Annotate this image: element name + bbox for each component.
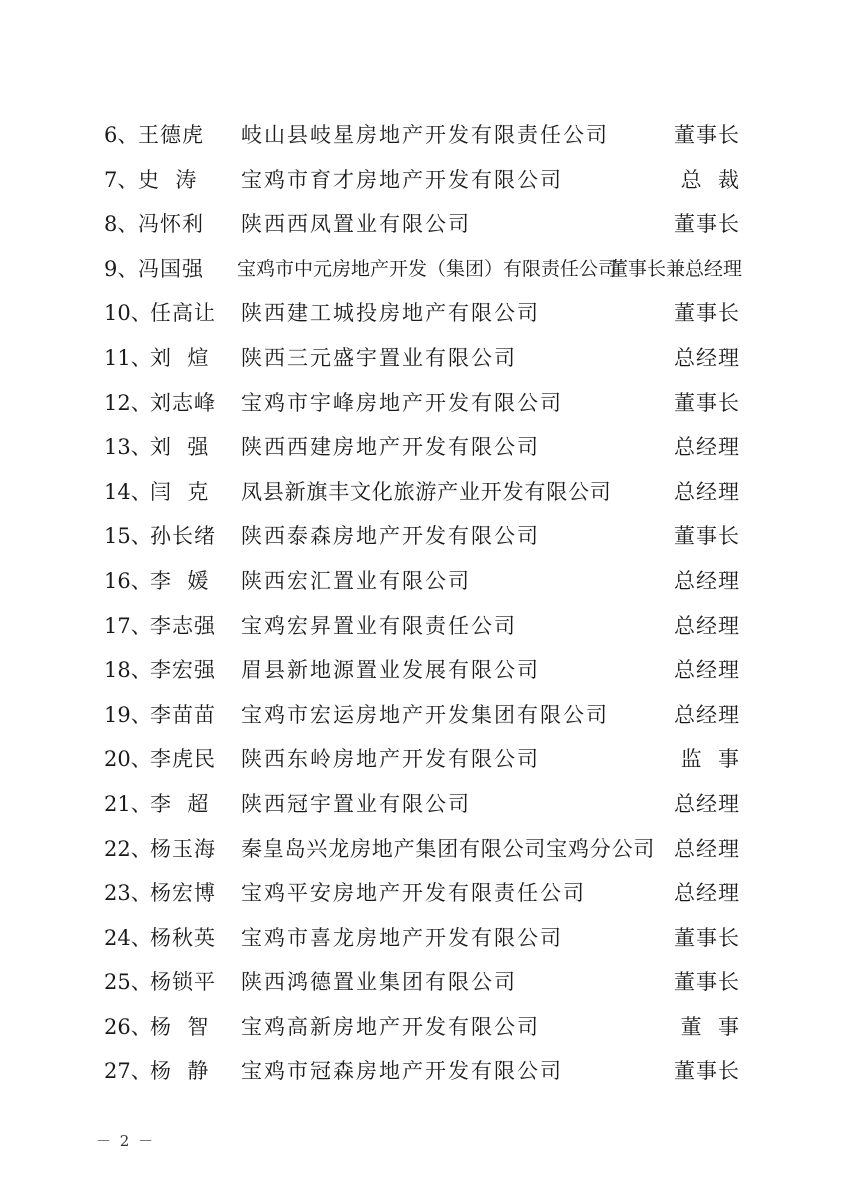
person-name: 杨秋英	[150, 925, 216, 950]
job-title: 总经理	[674, 836, 740, 861]
job-title: 董事长	[674, 123, 740, 147]
job-title: 董事长	[674, 970, 740, 995]
item-number: 7、	[104, 167, 139, 192]
item-number: 21、	[104, 791, 152, 816]
job-title: 董 事	[680, 1014, 740, 1039]
list-item	[104, 1008, 744, 1053]
person-name: 李宏强	[150, 658, 216, 683]
person-name: 刘志峰	[150, 390, 216, 415]
list-item	[104, 116, 744, 161]
list-item	[104, 785, 744, 830]
list-item	[104, 919, 744, 964]
person-name: 杨 静	[150, 1059, 210, 1084]
company-name: 宝鸡高新房地产开发有限公司	[241, 1014, 540, 1039]
list-item	[104, 384, 744, 429]
person-name: 李 超	[150, 791, 210, 816]
member-roster	[104, 116, 744, 1097]
list-item	[104, 740, 744, 785]
list-item	[104, 250, 744, 295]
company-name: 陕西西建房地产开发有限公司	[241, 435, 540, 460]
person-name: 任高让	[150, 301, 216, 326]
item-number: 17、	[104, 613, 152, 638]
item-number: 25、	[104, 970, 152, 995]
item-number: 16、	[104, 568, 152, 593]
item-number: 19、	[104, 702, 152, 727]
person-name: 李 媛	[150, 568, 210, 593]
job-title: 总经理	[674, 345, 740, 370]
list-item	[104, 428, 744, 473]
job-title: 董事长	[674, 524, 740, 549]
company-name: 眉县新地源置业发展有限公司	[241, 658, 540, 683]
company-name: 宝鸡市喜龙房地产开发有限公司	[241, 925, 563, 950]
job-title: 董事长	[674, 212, 740, 237]
list-item	[104, 607, 744, 652]
company-name: 岐山县岐星房地产开发有限责任公司	[241, 123, 609, 147]
item-number: 23、	[104, 881, 152, 906]
company-name: 陕西泰森房地产开发有限公司	[241, 524, 540, 549]
person-name: 史 涛	[138, 167, 198, 192]
person-name: 杨锁平	[150, 970, 216, 995]
list-item	[104, 517, 744, 562]
person-name: 杨宏博	[150, 881, 216, 906]
list-item	[104, 294, 744, 339]
list-item	[104, 161, 744, 206]
item-number: 13、	[104, 435, 152, 460]
item-number: 20、	[104, 747, 152, 772]
list-item	[104, 830, 744, 875]
person-name: 李苗苗	[150, 702, 216, 727]
list-item	[104, 696, 744, 741]
item-number: 11、	[104, 345, 152, 370]
company-name: 秦皇岛兴龙房地产集团有限公司宝鸡分公司	[241, 836, 656, 861]
list-item	[104, 651, 744, 696]
item-number: 14、	[104, 479, 152, 504]
list-item	[104, 874, 744, 919]
item-number: 9、	[104, 256, 139, 281]
company-name: 宝鸡市宏运房地产开发集团有限公司	[241, 702, 609, 727]
job-title: 总经理	[674, 658, 740, 683]
person-name: 李虎民	[150, 747, 216, 772]
item-number: 18、	[104, 658, 152, 683]
job-title: 总经理	[674, 881, 740, 906]
person-name: 闫 克	[150, 479, 210, 504]
page-number: － 2 －	[96, 1132, 156, 1150]
item-number: 8、	[104, 212, 139, 237]
job-title: 董事长	[674, 390, 740, 415]
item-number: 24、	[104, 925, 152, 950]
list-item	[104, 205, 744, 250]
job-title: 总经理	[674, 435, 740, 460]
company-name: 凤县新旗丰文化旅游产业开发有限公司	[241, 479, 612, 504]
item-number: 12、	[104, 390, 152, 415]
job-title: 董事长	[674, 301, 740, 326]
item-number: 26、	[104, 1014, 152, 1039]
item-number: 6、	[104, 123, 139, 147]
company-name: 宝鸡市冠森房地产开发有限公司	[241, 1059, 563, 1084]
company-name: 陕西三元盛宇置业有限公司	[241, 345, 517, 370]
company-name: 陕西冠宇置业有限公司	[241, 791, 471, 816]
company-name: 宝鸡市育才房地产开发有限公司	[241, 167, 563, 192]
person-name: 李志强	[150, 613, 216, 638]
list-item	[104, 562, 744, 607]
company-name: 陕西东岭房地产开发有限公司	[241, 747, 540, 772]
person-name: 孙长绪	[150, 524, 216, 549]
item-number: 15、	[104, 524, 152, 549]
person-name: 冯国强	[138, 256, 204, 281]
person-name: 杨玉海	[150, 836, 216, 861]
person-name: 冯怀利	[138, 212, 204, 237]
job-title: 总 裁	[680, 167, 740, 192]
company-name: 陕西鸿德置业集团有限公司	[241, 970, 517, 995]
company-name: 宝鸡宏昇置业有限责任公司	[241, 613, 517, 638]
item-number: 22、	[104, 836, 152, 861]
company-name: 宝鸡市宇峰房地产开发有限公司	[241, 390, 563, 415]
job-title: 监 事	[680, 747, 740, 772]
company-name: 陕西建工城投房地产有限公司	[241, 301, 540, 326]
list-item	[104, 1052, 744, 1097]
list-item	[104, 473, 744, 518]
company-name: 陕西西凤置业有限公司	[241, 212, 471, 237]
job-title: 总经理	[674, 791, 740, 816]
person-name: 刘 煊	[150, 345, 210, 370]
job-title: 董事长兼总经理	[608, 257, 742, 280]
item-number: 10、	[104, 301, 152, 326]
person-name: 刘 强	[150, 435, 210, 460]
job-title: 总经理	[674, 568, 740, 593]
item-number: 27、	[104, 1059, 152, 1084]
job-title: 总经理	[674, 613, 740, 638]
company-name: 宝鸡平安房地产开发有限责任公司	[241, 881, 586, 906]
company-name: 陕西宏汇置业有限公司	[241, 568, 471, 593]
company-name: 宝鸡市中元房地产开发（集团）有限责任公司	[237, 257, 618, 280]
person-name: 杨 智	[150, 1014, 210, 1039]
job-title: 董事长	[674, 925, 740, 950]
job-title: 总经理	[674, 479, 740, 504]
person-name: 王德虎	[138, 123, 204, 147]
list-item	[104, 339, 744, 384]
job-title: 总经理	[674, 702, 740, 727]
job-title: 董事长	[674, 1059, 740, 1084]
list-item	[104, 963, 744, 1008]
